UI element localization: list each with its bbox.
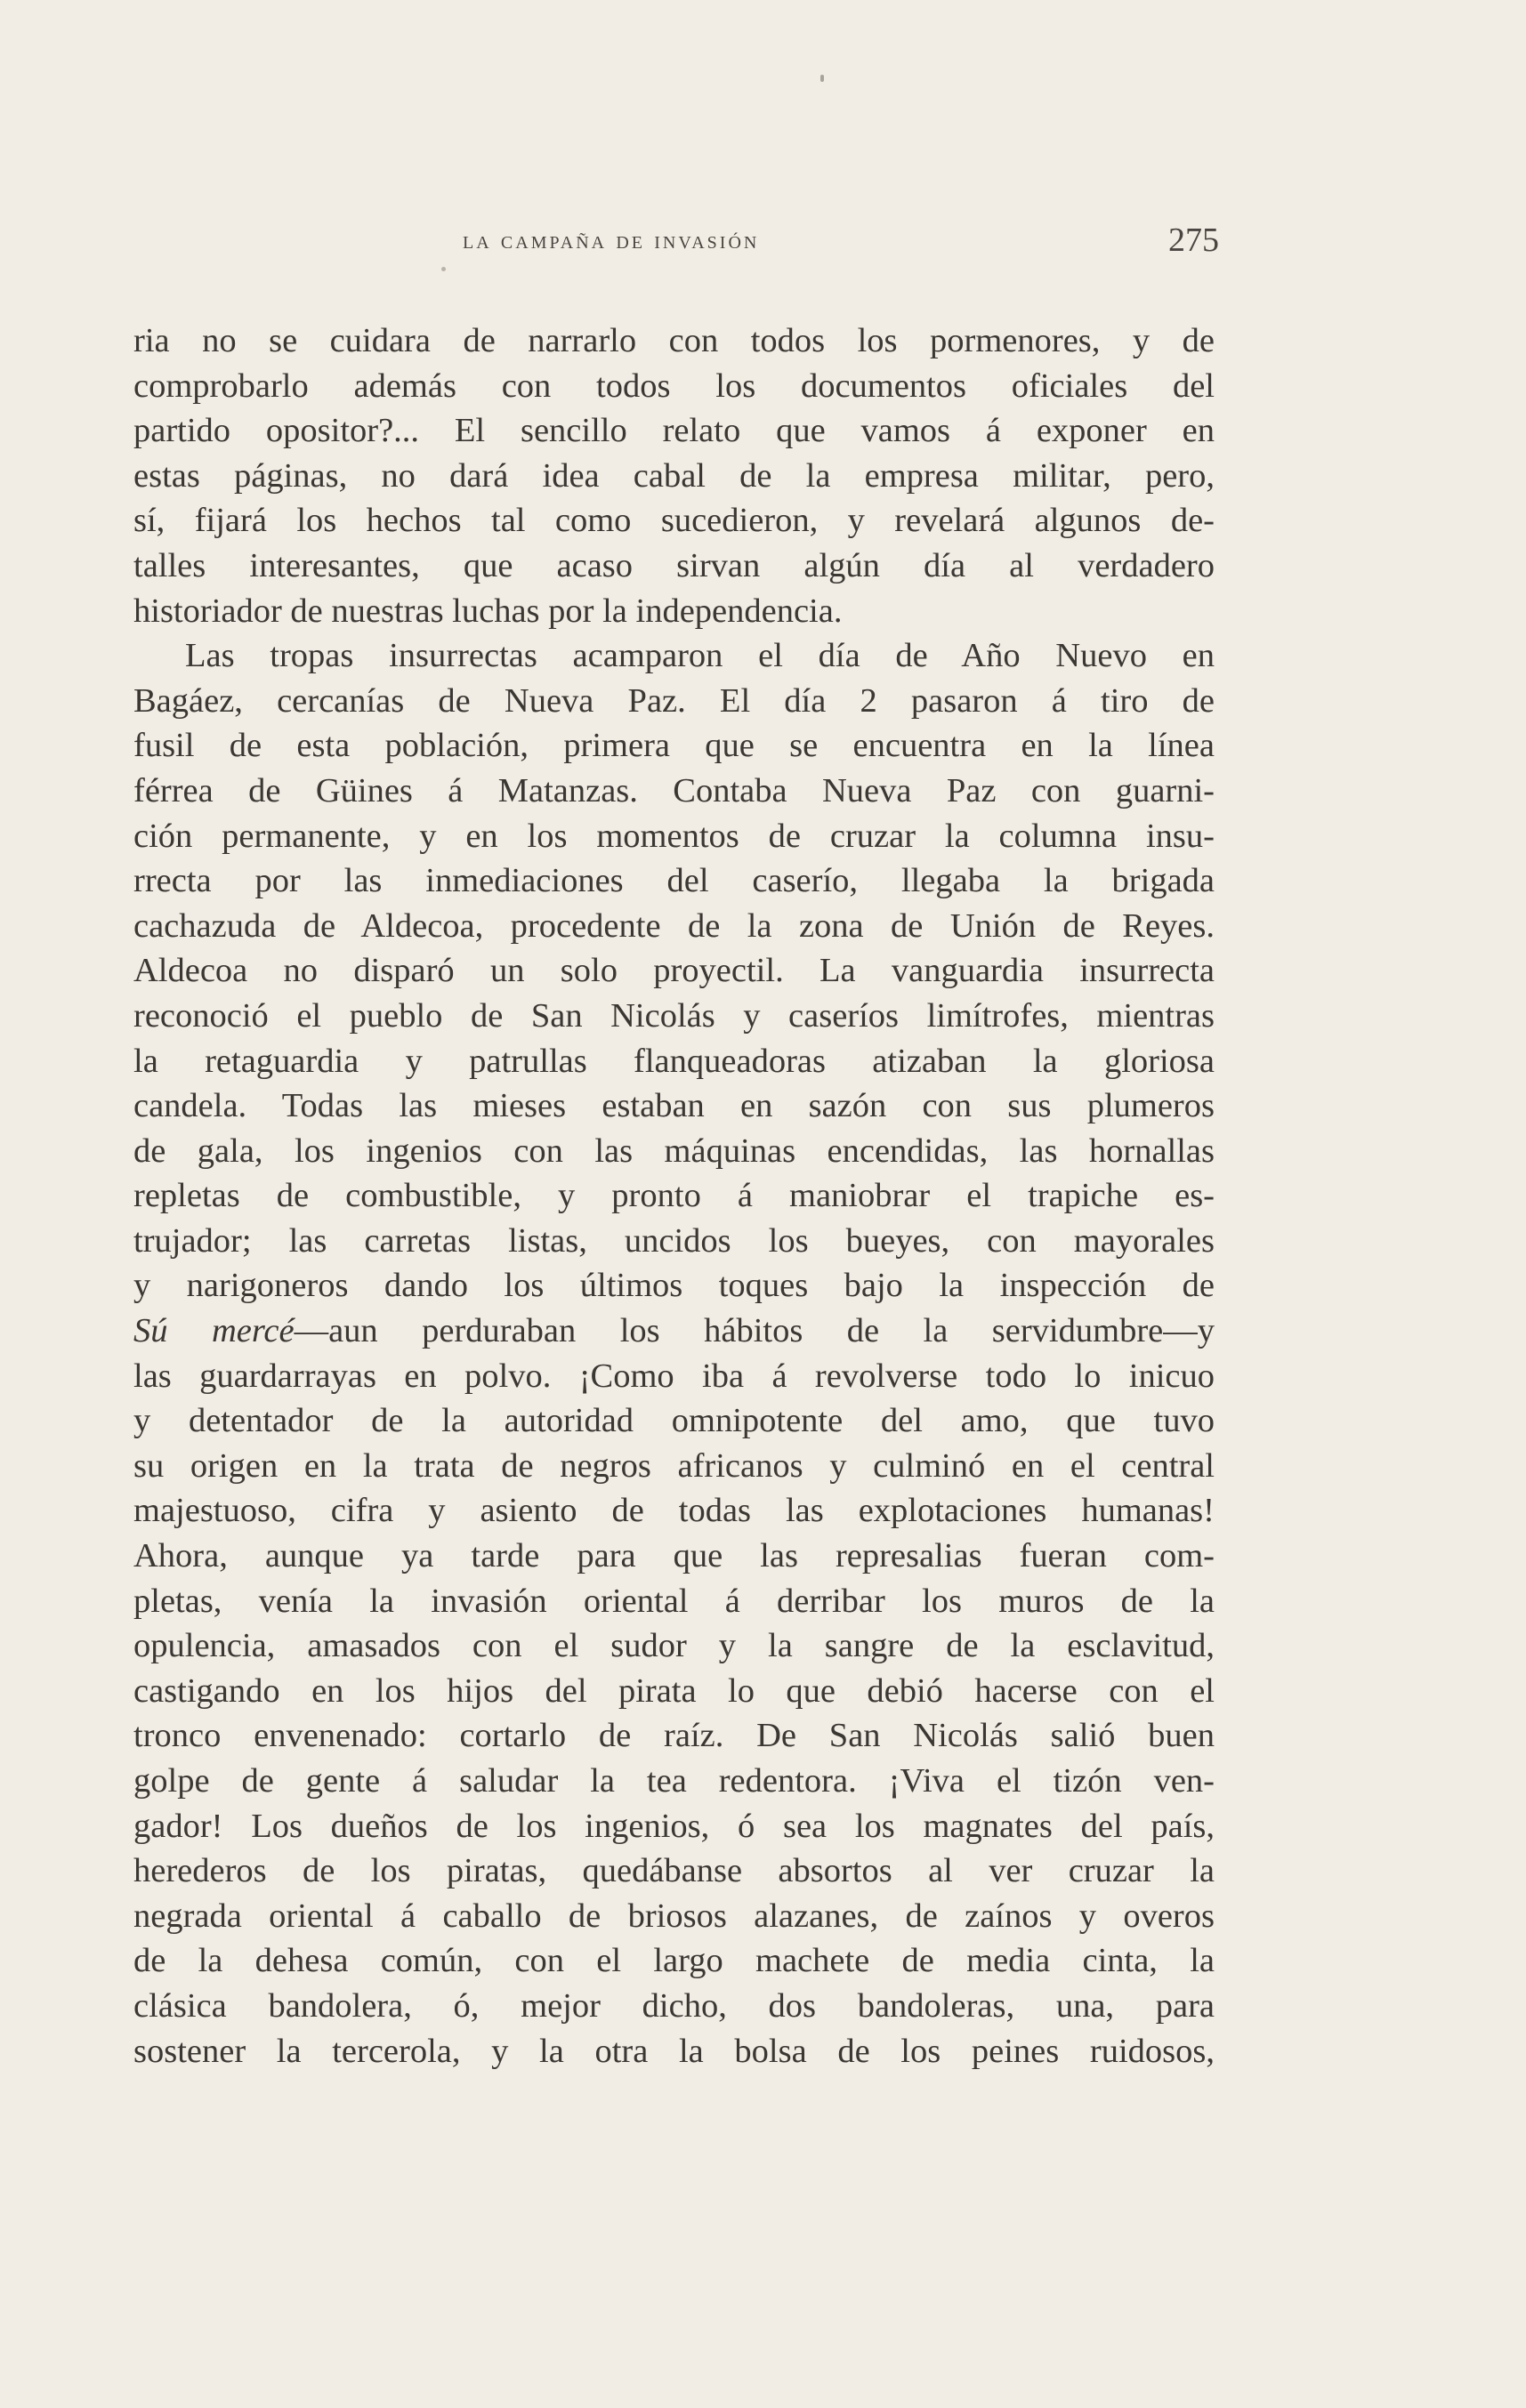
- text-line: férrea de Güines á Matanzas. Contaba Nueva Paz con guarni-: [133, 771, 1215, 809]
- text-line: cachazuda de Aldecoa, procedente de la zona de Unión de Reyes.: [133, 906, 1215, 945]
- print-speck: [441, 267, 446, 271]
- text-line: tronco envenenado: cortarlo de raíz. De San Nicolás salió buen: [133, 1717, 1215, 1755]
- text-line: de gala, los ingenios con las máquinas encendidas, las hornallas: [133, 1132, 1215, 1170]
- text-line: de la dehesa común, con el largo machete de media cinta, la: [133, 1942, 1215, 1980]
- text-line: y detentador de la autoridad omnipotente del amo, que tuvo: [133, 1402, 1215, 1440]
- text-line: golpe de gente á saludar la tea redentora. ¡Viva el tizón ven-: [133, 1762, 1215, 1800]
- text-line: Aldecoa no disparó un solo proyectil. La vanguardia insurrecta: [133, 952, 1215, 990]
- text-line: ria no se cuidara de narrarlo con todos los pormenores, y de: [133, 322, 1215, 359]
- text-line: su origen en la trata de negros africanos y culminó en el central: [133, 1446, 1215, 1485]
- text-line: Bagáez, cercanías de Nueva Paz. El día 2 pasaron á tiro de: [133, 681, 1215, 720]
- text-line: opulencia, amasados con el sudor y la sangre de la esclavitud,: [133, 1627, 1215, 1665]
- text-line: pletas, venía la invasión oriental á derribar los muros de la: [133, 1582, 1215, 1620]
- running-header: [133, 222, 1219, 267]
- text-line: rrecta por las inmediaciones del caserío, llegaba la brigada: [133, 862, 1215, 900]
- print-speck: [820, 75, 824, 82]
- text-line: fusil de esta población, primera que se encuentra en la línea: [133, 727, 1215, 765]
- text-line: talles interesantes, que acaso sirvan algún día al verdadero: [133, 546, 1215, 584]
- text-line: partido opositor?... El sencillo relato que vamos á exponer en: [133, 412, 1215, 450]
- text-line-with-italic: [133, 1309, 1215, 1354]
- text-line: comprobarlo además con todos los documentos oficiales del: [133, 366, 1215, 405]
- text-line: ción permanente, y en los momentos de cruzar la columna insu-: [133, 817, 1215, 855]
- paragraph: [133, 633, 1215, 2074]
- body-text: [133, 318, 1215, 2074]
- text-line: castigando en los hijos del pirata lo que debió hacerse con el: [133, 1671, 1215, 1710]
- text-line: candela. Todas las mieses estaban en sazón con sus plumeros: [133, 1087, 1215, 1125]
- text-line: trujador; las carretas listas, uncidos los bueyes, con mayorales: [133, 1221, 1215, 1260]
- text-line: estas páginas, no dará idea cabal de la empresa militar, pero,: [133, 456, 1215, 495]
- text-line-rest: —aun perduraban los hábitos de la servidumbre—y: [294, 1312, 1215, 1350]
- running-title: la campaña de invasión: [463, 226, 760, 254]
- text-line: historiador de nuestras luchas por la independencia.: [133, 592, 843, 630]
- italic-phrase: Sú mercé: [133, 1312, 295, 1350]
- page-number: 275: [1168, 221, 1219, 259]
- text-line: repletas de combustible, y pronto á maniobrar el trapiche es-: [133, 1177, 1215, 1215]
- text-line: herederos de los piratas, quedábanse absortos al ver cruzar la: [133, 1852, 1215, 1890]
- text-line: y narigoneros dando los últimos toques bajo la inspección de: [133, 1267, 1215, 1305]
- text-line: majestuoso, cifra y asiento de todas las explotaciones humanas!: [133, 1492, 1215, 1530]
- text-line: clásica bandolera, ó, mejor dicho, dos bandoleras, una, para: [133, 1986, 1215, 2025]
- text-line: Las tropas insurrectas acamparon el día de Año Nuevo en: [185, 637, 1215, 675]
- text-line: sostener la tercerola, y la otra la bolsa de los peines ruidosos,: [133, 2032, 1215, 2070]
- text-line: las guardarrayas en polvo. ¡Como iba á revolverse todo lo inicuo: [133, 1357, 1215, 1395]
- text-line: sí, fijará los hechos tal como sucedieron, y revelará algunos de-: [133, 502, 1215, 540]
- paragraph: [133, 318, 1215, 633]
- text-line: la retaguardia y patrullas flanqueadoras atizaban la gloriosa: [133, 1042, 1215, 1080]
- text-line: gador! Los dueños de los ingenios, ó sea los magnates del país,: [133, 1807, 1215, 1845]
- text-line: negrada oriental á caballo de briosos alazanes, de zaínos y overos: [133, 1897, 1215, 1935]
- text-line: Ahora, aunque ya tarde para que las represalias fueran com-: [133, 1537, 1215, 1575]
- text-line: reconoció el pueblo de San Nicolás y caseríos limítrofes, mientras: [133, 996, 1215, 1035]
